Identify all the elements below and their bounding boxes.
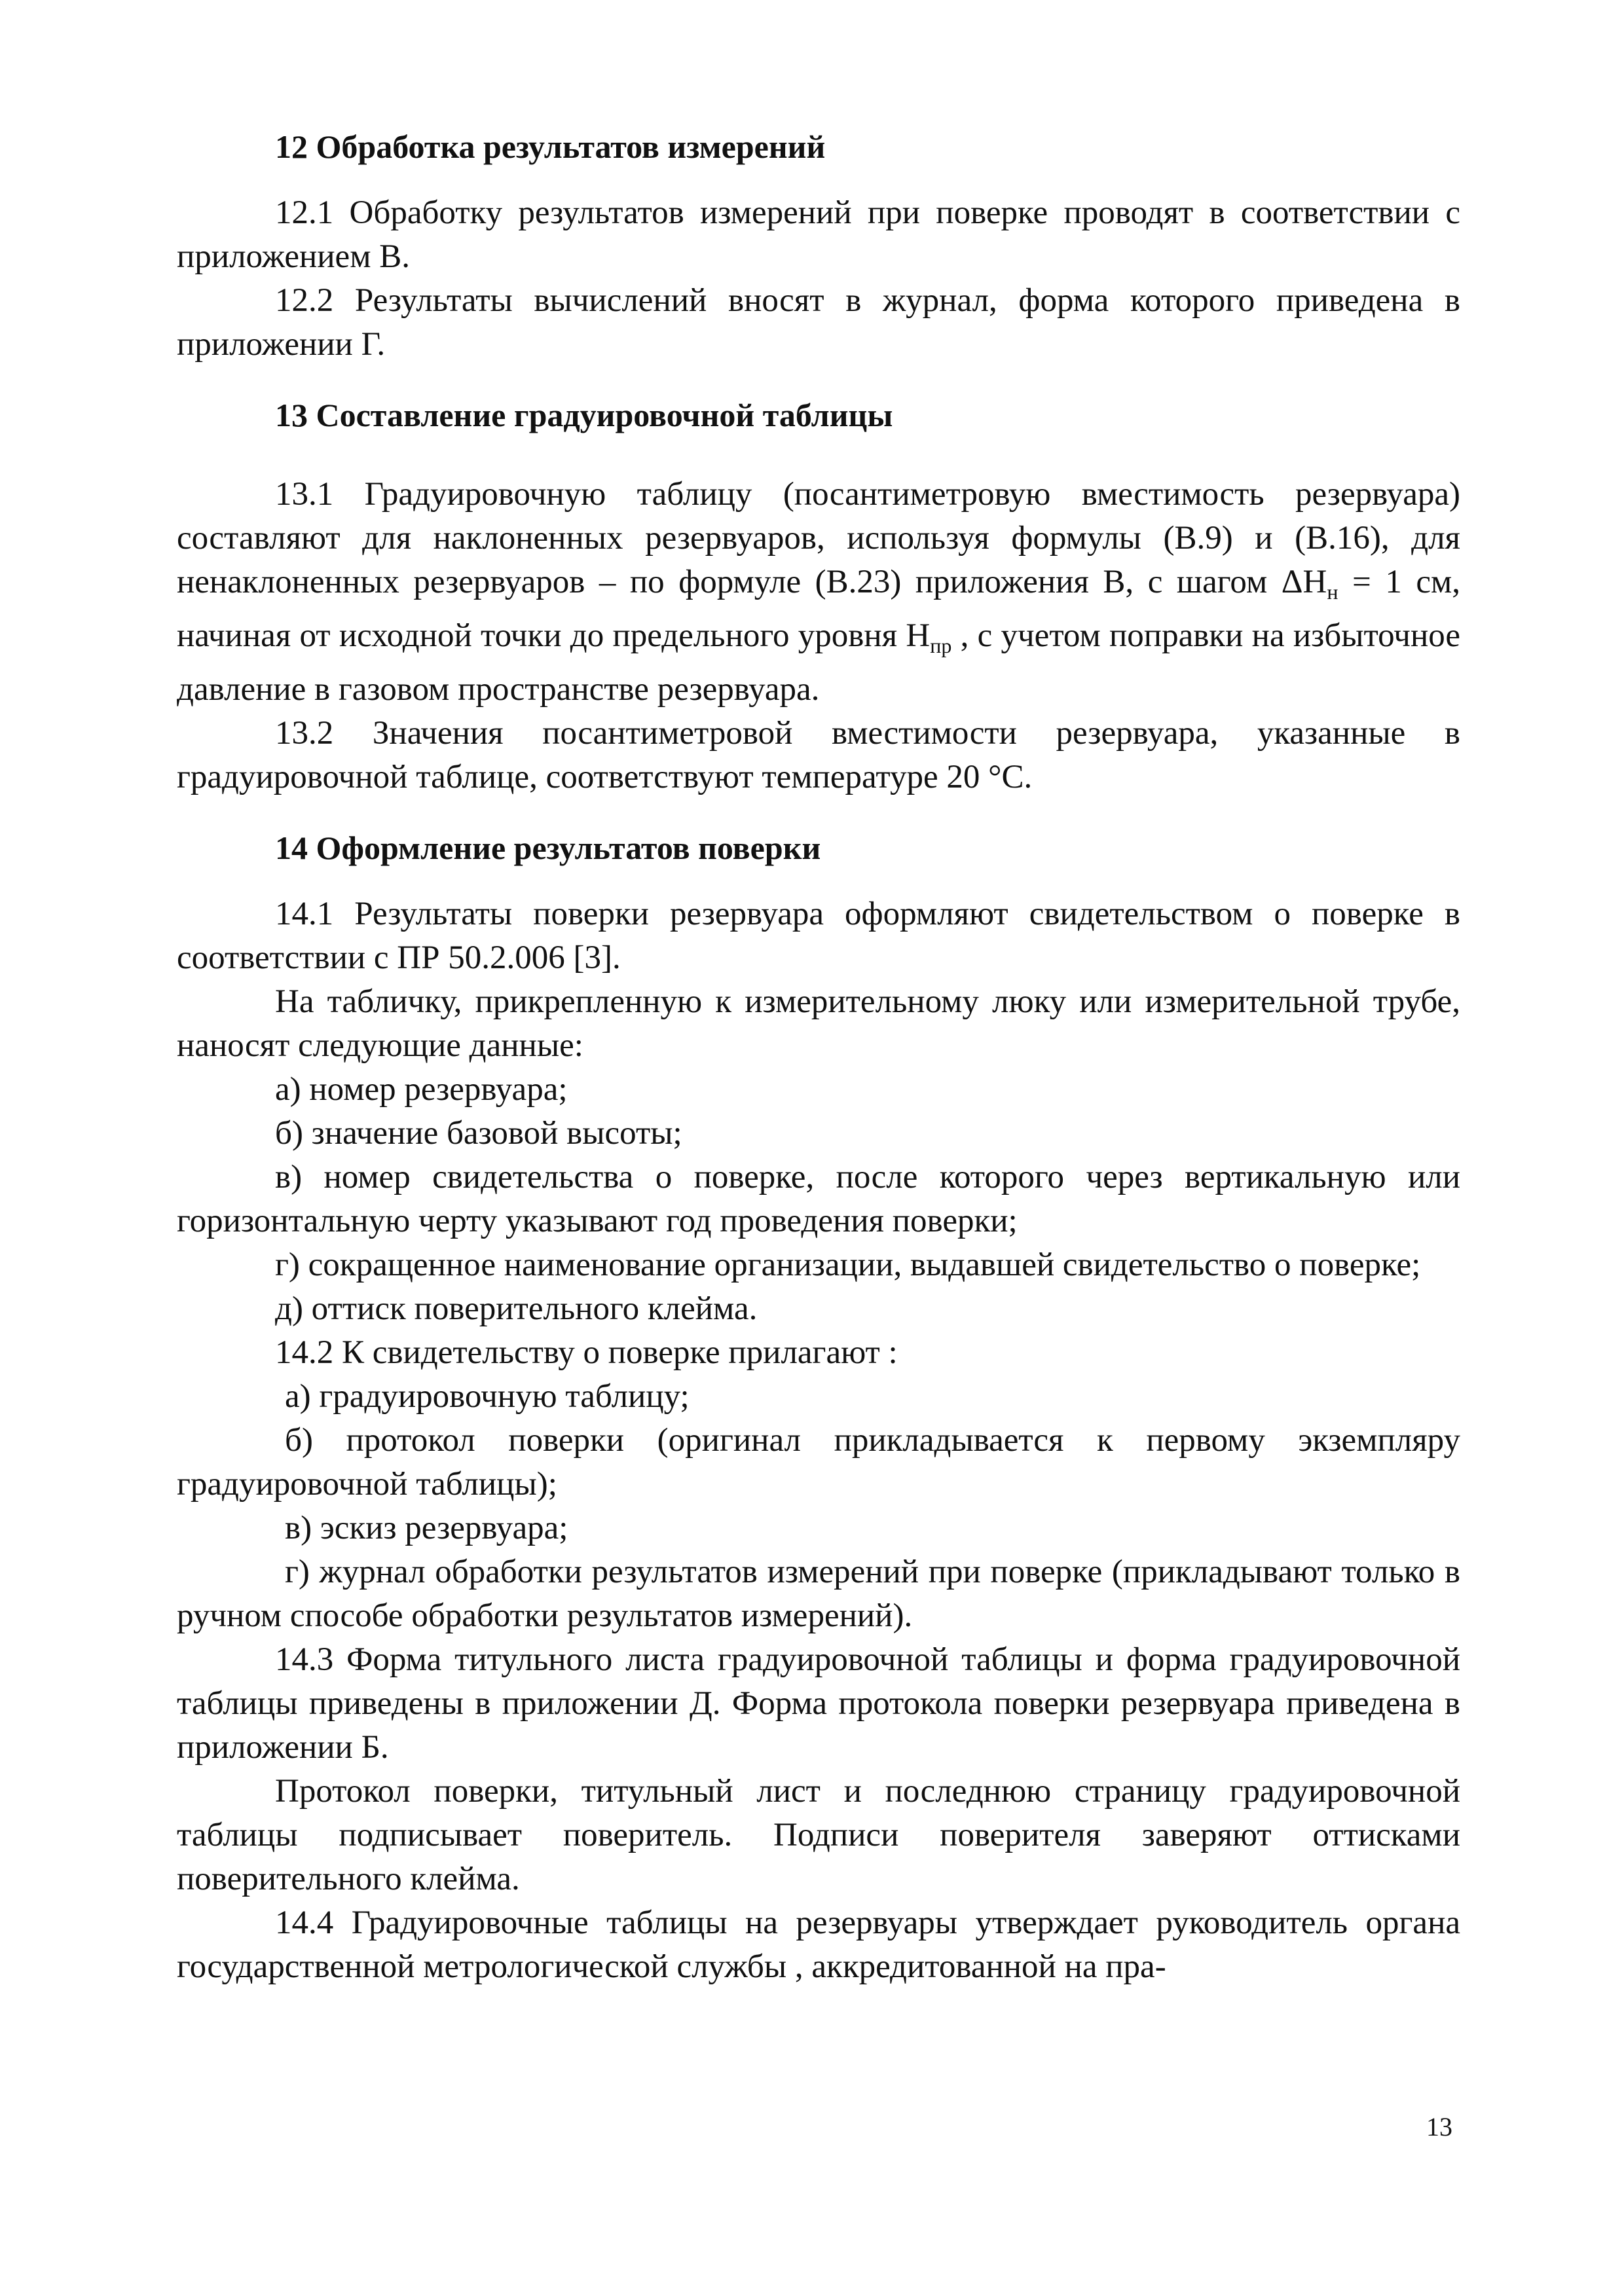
paragraph-14-4: 14.4 Градуировочные таблицы на резервуары утверждает руководитель органа государственной метрологической службы , аккредитованной на пра-: [177, 1904, 1460, 1985]
page-number: 13: [1426, 2112, 1452, 2141]
paragraph-13-1-part3: , с учетом поправки на избыточное давление в газовом пространстве резервуара.: [177, 617, 1460, 708]
paragraph-12-1: 12.1 Обработку результатов измерений при поверке проводят в соответствии с приложением В.: [177, 194, 1460, 275]
list-item: г) сокращенное наименование организации, выдавшей свидетельство о поверке;: [275, 1247, 1421, 1283]
list-item: г) журнал обработки результатов измерений при поверке (прикладывают только в ручном способе обработки результатов измерений).: [177, 1554, 1460, 1634]
list-item: в) эскиз резервуара;: [285, 1510, 568, 1546]
section-heading-12: 12 Обработка результатов измерений: [275, 128, 826, 165]
list-item: в) номер свидетельства о поверке, после которого через вертикальную или горизонтальную черту указывают год проведения поверки;: [177, 1159, 1460, 1239]
paragraph-13-1-part2: = 1 см, начиная от исходной точки до предельного уровня Н: [177, 564, 1461, 654]
section-heading-14: 14 Оформление результатов поверки: [275, 829, 821, 866]
paragraph-12-2: 12.2 Результаты вычислений вносят в журнал, форма которого приведена в приложении Г.: [177, 282, 1460, 363]
list-item: а) градуировочную таблицу;: [285, 1378, 690, 1415]
document-page: [177, 124, 1460, 1989]
list-item: б) протокол поверки (оригинал прикладывается к первому экземпляру градуировочной таблицы);: [177, 1422, 1460, 1503]
paragraph-13-1: [177, 473, 1460, 712]
paragraph-13-2: 13.2 Значения посантиметровой вместимости резервуара, указанные в градуировочной таблице, соответствуют температуре 20 °С.: [177, 715, 1460, 795]
paragraph-14-1: 14.1 Результаты поверки резервуара оформляют свидетельством о поверке в соответствии с ПР 50.2.006 [3].: [177, 896, 1460, 976]
list-item: д) оттиск поверительного клейма.: [275, 1290, 758, 1327]
paragraph-14-2: 14.2 К свидетельству о поверке прилагают :: [275, 1334, 898, 1371]
paragraph-13-1-part1: 13.1 Градуировочную таблицу (посантиметровую вместимость резервуара) составляют для наклоненных резервуаров, используя формулы (В.9) и (В.16), для ненаклоненных резервуаров – по формуле (В.23) приложения В, с шагом ΔН: [177, 476, 1460, 600]
list-item: б) значение базовой высоты;: [275, 1115, 682, 1152]
list-item: а) номер резервуара;: [275, 1071, 568, 1108]
paragraph-14-1-plate: На табличку, прикрепленную к измерительному люку или измерительной трубе, наносят следующие данные:: [177, 983, 1460, 1064]
section-heading-13: 13 Составление градуировочной таблицы: [275, 397, 893, 433]
paragraph-14-3: 14.3 Форма титульного листа градуировочной таблицы и форма градуировочной таблицы приведены в приложении Д. Форма протокола поверки резервуара приведена в приложении Б.: [177, 1641, 1460, 1766]
subscript-pr: пр: [930, 634, 952, 657]
paragraph-14-3-signature: Протокол поверки, титульный лист и последнюю страницу градуировочной таблицы подписывает поверитель. Подписи поверителя заверяют оттисками поверительного клейма.: [177, 1773, 1460, 1897]
subscript-n: н: [1327, 580, 1338, 604]
